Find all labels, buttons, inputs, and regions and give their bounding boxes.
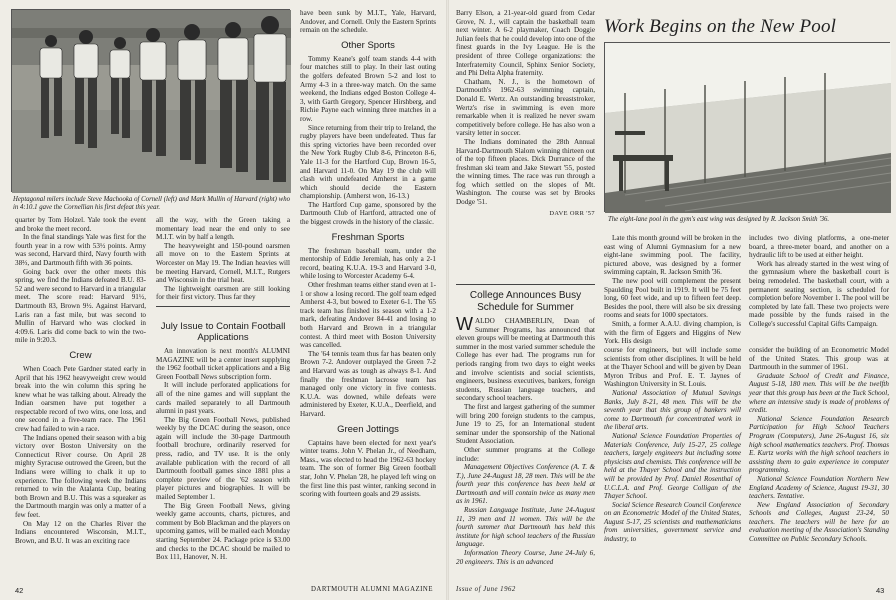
paragraph: National Science Foundation Northern New England Academy of Science, August 19-31, 30 teachers. Tentative. [749, 474, 889, 501]
byline: DAVE ORR '57 [549, 209, 595, 217]
paragraph: National Association of Mutual Savings Banks, July 8-21, 48 men. This will be the seventh year that this group of bankers will come to Dartmouth for concentrated work in the liberal arts. [604, 388, 741, 432]
paragraph-text: ALDO CHAMBERLIN, Dean of Summer Programs, has announced that eleven groups will be meeting at Dartmouth this summer in the most varied summer schedule the College has ever had. The programs run for periods ranging from two days to eight weeks and involve scientists and social scientists, engineers, business executives, bankers, foreign students, Russian language teachers, and secondary school teachers. [456, 317, 595, 403]
left-column-1 [15, 216, 146, 586]
paragraph: Russian Language Institute, June 24-August 11, 39 men and 11 women. This will be the fourth summer that Dartmouth has held this institute for high school teachers of the Russian language. [456, 506, 595, 549]
paragraph: Barry Elson, a 21-year-old guard from Cedar Grove, N. J., will captain the basketball team next winter. A 6-2 playmaker, Coach Doggie Julian feels that he could develop into one of the finest guards in the Ivy League. He is the president of three College organizations: the Interfraternity Council, Sphinx Senior Society, and Phi Delta Alpha fraternity. [456, 9, 595, 78]
paragraph: The Big Green Football News, giving weekly game accounts, charts, pictures, and comment by Bob Blackman and the players on upcoming games, will be mailed each Monday starting September 24. Package price is $3.00 and checks to the DCAC should be mailed to Box 111, Hanover, N. H. [156, 501, 290, 562]
paragraph [456, 314, 595, 403]
divider [456, 284, 595, 285]
paragraph: An innovation is next month's ALUMNI MAGAZINE will be a center insert supplying the 1962 football ticket applications and a Big Green Football News subscription form. [156, 346, 290, 381]
paragraph: Other freshman teams either stand even at 1-1 or show a losing record. The golf team edged Amherst 4-3, but bowed to Exeter 6-1. The '65 track team has finished its season with a 1-2 mark, defeating Andover 84-41 and losing to both Harvard and Brown in a triangular contest. A third meet with Boston University was cancelled. [300, 281, 436, 350]
page-number-left: 42 [15, 586, 24, 595]
paragraph: The first and largest gathering of the summer will bring 200 foreign students to the campus, June 19 to 25, for an International student seminar under the sponsorship of the National Student Association. [456, 402, 595, 446]
paragraph: New England Association of Secondary Schools and Colleges, August 23-24, 50 teachers. The teachers will be here for an evaluation meeting of the Association's Standing Committee on Public Secondary Schools. [749, 500, 889, 544]
paragraph: The Indians dominated the 28th Annual Harvard-Dartmouth Slalom winning thirteen out of the top fifteen places. Dick Durrance of the freshman ski team and Jake Stewart '55, posted the winning times. The race was run through a fog which settled on the slopes of Mt. Washington. The course was set by Brooks Dodge '51. [456, 137, 595, 207]
paragraph: The Hartford Cup game, sponsored by the Dartmouth Club of Hartford, attracted one of the biggest crowds in the history of the classic. [300, 200, 436, 227]
college-heading: College Announces Busy Schedule for Summer [469, 290, 582, 313]
pool-title: Work Begins on the New Pool [604, 16, 837, 37]
paragraph: When Coach Pete Gardner stated early in April that his 1962 heavyweight crew would break into the win column this spring he knew what he was talking about. Already the Indian oarsmen have put together a respectable record of two wins, one loss, and one second in a five-team race. The 1961 crew had failed to win a race. [15, 364, 146, 434]
paragraph: Graduate School of Credit and Finance, August 5-18, 180 men. This will be the twelfth year that this group has been at the Tuck School, where an intensive study is made of problems of credit. [749, 371, 889, 415]
right-column-3 [604, 346, 741, 582]
paragraph: Captains have been elected for next year's winter teams. John V. Phelan Jr., of Needham, Mass., was elected to head the 1962-63 hockey team. The son of former Big Green football star, John V. Phelan '28, he played left wing on the first line this past winter, ranking second in scoring with fourteen goals and 29 assists. [300, 438, 436, 499]
paragraph: includes two diving platforms, a one-meter board, a three-meter board, and another on a hydraulic lift to be used at either height. [749, 234, 889, 260]
paragraph: National Science Foundation Properties of Materials Conference, July 15-27, 25 college teachers, largely engineers but including some physicists and chemists. This conference will be held at the Thayer School and the instruction will be provided by Prof. Daniel Rosenthal of U.C.L.A. and Prof. George Colligan of the Thayer School. [604, 431, 741, 501]
milers-photo [11, 9, 290, 192]
green-jottings-heading: Green Jottings [337, 423, 399, 435]
paragraph: Chatham, N. J., is the hometown of Dartmouth's 1962-63 swimming captain, Donald E. Wertz. An outstanding breaststroker, Wertz's rise in swimming is even more remarkable when it is realized he never swam competitively before college. He has also won a varsity letter in soccer. [456, 77, 595, 138]
paragraph: Work has already started in the west wing of the gymnasium where the basketball court is being remodeled. The basketball court, with a permanent seating section, is scheduled for completion before November 1. The pool will be completed by late fall. These two projects were made possible by the funds raised in the College's successful Capital Gifts Campaign. [749, 259, 889, 328]
paragraph: The '64 tennis team thus far has beaten only Brown 7-2. Andover outplayed the Green 7-2 and Harvard was as tough as always 8-1. And finally the freshman lacrosse team has managed only one victory in five contests. K.U.A. was downed, while defeats were administered by Exeter, K.U.A., Deerfield, and Harvard. [300, 349, 436, 418]
left-column-2 [156, 216, 290, 586]
paragraph: Late this month ground will be broken in the east wing of Alumni Gymnasium for a new eight-lane swimming pool. The facility, pictured above, was designed by a former swimming captain, R. Jackson Smith '36. [604, 234, 741, 277]
paragraph: Smith, a former A.A.U. diving champion, is with the firm of Eggers and Higgins of New York. His design [604, 319, 741, 346]
right-column-4 [749, 346, 889, 582]
paragraph: On May 12 on the Charles River the Indians encountered Wisconsin, M.I.T., Brown, and B.U. It was an exciting race [15, 519, 146, 545]
runners-image-icon [12, 10, 291, 193]
paragraph: have been sunk by M.I.T., Yale, Harvard, Andover, and Cornell. Only the Eastern Sprints remain on the schedule. [300, 9, 436, 35]
paragraph: The heavyweight and 150-pound oarsmen all move on to the Eastern Sprints at Worcester on May 19. The Indian heavies will be meeting Harvard, Cornell, M.I.T., Rutgers and Wisconsin in the trial heat. [156, 241, 290, 285]
pool-column-1 [604, 234, 741, 346]
drop-cap: W [456, 314, 473, 334]
paragraph: course for engineers, but will include some scientists from other disciplines. It will be held at the Thayer School and will be given by Dean Myron Tribus and Prof. E. T. Jaynes of Washington University in St. Louis. [604, 346, 741, 389]
other-sports-heading: Other Sports [341, 39, 395, 51]
pool-column-2 [749, 234, 889, 334]
paragraph: consider the building of an Econometric Model of the United States. This group was at Dartmouth in the summer of 1961. [749, 346, 889, 372]
pool-photo [604, 42, 890, 212]
paragraph: Information Theory Course, June 24-July 6, 20 engineers. This is an advanced [456, 549, 595, 566]
paragraph: In the final standings Yale was first for the fourth year in a row with 53½ points. Army was second, Harvard third, Navy fourth with 38⅔, and Dartmouth fifth with 36 points. [15, 233, 146, 267]
right-page [448, 0, 896, 600]
left-column-3 [300, 9, 436, 589]
paragraph: Management Objectives Conference (A. T. & T.), June 24-August 18, 28 men. This will be the fourth year this conference has been held at Dartmouth and will contain twice as many men as in 1961. [456, 463, 595, 506]
pool-image-icon [605, 43, 891, 213]
right-column-1 [456, 9, 595, 277]
paragraph: The Big Green Football News, published weekly by the DCAC during the season, once again will include the 30-page Dartmouth football brochure, ordinarily reserved for press, radio, and TV use. It is the only available publication with the record of all Dartmouth football games since 1881 plus a complete preview of the '62 season with player pictures and biographies. It will be mailed September 1. [156, 415, 290, 502]
paragraph: National Science Foundation Research Participation for High School Teachers Program (Computers), June 26-August 16, six high school mathematics teachers. Prof. Thomas E. Kurtz works with the high school teachers in assisting them to gain experience in computer programming. [749, 414, 889, 475]
college-article [456, 280, 595, 585]
page-number-right: 43 [876, 586, 885, 595]
paragraph: Tommy Keane's golf team stands 4-4 with four matches still to play. In their last outing the golfers defeated Brown 5-2 and lost to Army 4-3 in a three-way match. On the same weekend, the Indians edged Boston College 4-3, with Garth Gregory, Spencer Hirshberg, and Richie Payne each winning three matches in a row. [300, 54, 436, 123]
divider [156, 306, 290, 307]
paragraph: The freshman baseball team, under the mentorship of Eddie Jeremiah, has only a 2-1 record, beating K.U.A. 19-3 and Harvard 3-0, while losing to Worcester Academy 6-4. [300, 246, 436, 281]
july-heading: July Issue to Contain Football Applications [160, 320, 286, 343]
paragraph: Other summer programs at the College include: [456, 445, 595, 463]
footer-magazine: DARTMOUTH ALUMNI MAGAZINE [311, 586, 433, 593]
pool-photo-caption: The eight-lane pool in the gym's east wing was designed by R. Jackson Smith '36. [608, 216, 830, 223]
photo-caption: Heptagonal milers include Steve Machooka of Cornell (left) and Mark Mullin of Harvard (right) who in 4:10.1 gave the Cornellian his first defeat this year. [13, 196, 290, 211]
crew-heading: Crew [69, 349, 92, 361]
paragraph: The Indians opened their season with a big victory over Boston University on the Connecticut River course. On April 28 mighty Syracuse outrowed the Green, but the Indians were willing to chalk it up to experience. The following week the Indians returned to win the Atalanta Cup, beating both Brown and B.U. This was a squeaker as the Dartmouth margin was only a matter of a few feet. [15, 433, 146, 519]
paragraph: quarter by Tom Holzel. Yale took the event and broke the meet record. [15, 216, 146, 233]
freshman-sports-heading: Freshman Sports [331, 231, 405, 243]
paragraph: Since returning from their trip to Ireland, the rugby players have been undefeated. Thus far this spring victories have been recorded over the New York Rugby Club 8-6, Princeton 8-6, Yale 11-3 for the Hartford Cup, Brown 16-5, and Harvard 11-0. On May 19 the club will clash with undefeated Amherst in a game which should decide the Eastern championship. (Amherst won, 16-13.) [300, 123, 436, 201]
paragraph: Social Science Research Council Conference on an Econometric Model of the United States, August 5-17, 25 scientists and mathematicians from universities, government service and industry, to [604, 500, 741, 544]
paragraph: The new pool will complement the present Spaulding Pool built in 1919. It will be 75 feet long, 60 feet wide, and up to fifteen feet deep. Besides the pool, there will also be six dressing rooms and seats for 1000 spectators. [604, 276, 741, 320]
paragraph: It will include perforated applications for all of the nine games and will supplant the cards mailed separately to all Dartmouth alumni in past years. [156, 381, 290, 416]
paragraph: all the way, with the Green taking a momentary lead near the end only to see M.I.T. win by half a length. [156, 216, 290, 242]
paragraph: Going back over the other meets this spring, we find the Indians defeated B.U. 83-52 and were second to Harvard in a triangular meet. The score read: Harvard 91½, Dartmouth 83, Brown 9½. Against Harvard, Laris ran a fast mile, but was second to Mullin of Harvard who was clocked in 4:09.6. Laris did come back to win the two-mile in 9:20.3. [15, 267, 146, 345]
paragraph: The lightweight oarsmen are still looking for their first victory. Thus far they [156, 284, 290, 302]
footer-issue: Issue of June 1962 [456, 586, 516, 593]
